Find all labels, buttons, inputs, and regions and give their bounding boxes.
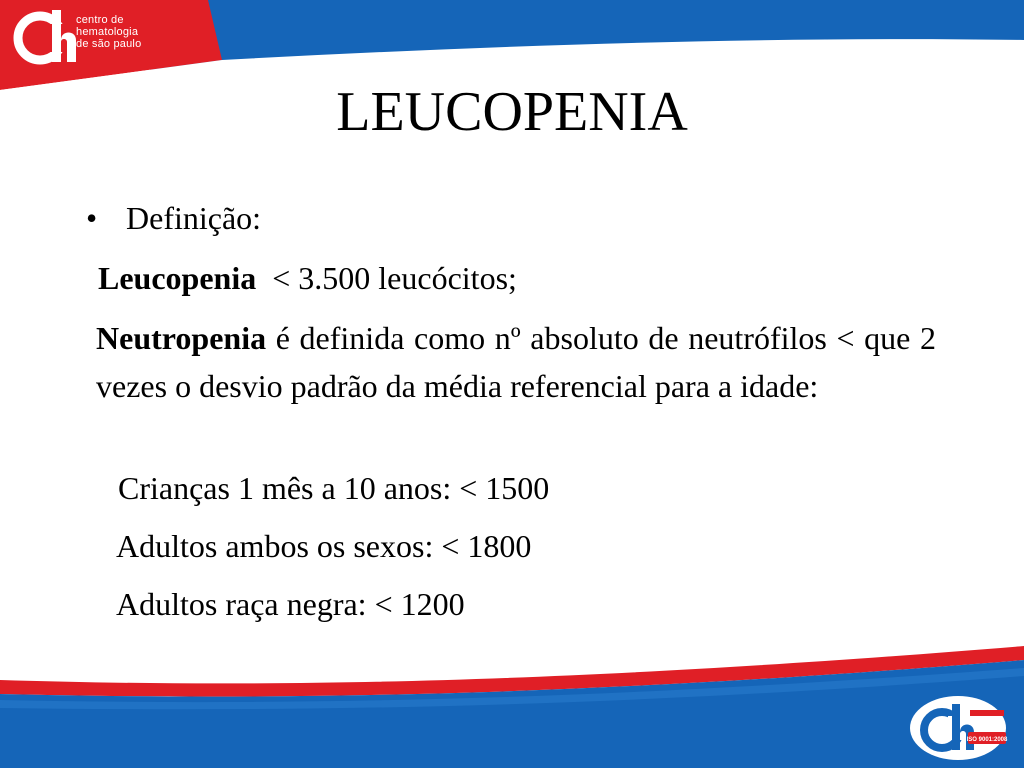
definition-label: Definição: [126, 200, 262, 236]
logo-tagline [76, 14, 196, 50]
neutropenia-definition: é definida como nº absoluto de neutrófilos < que 2 vezes o desvio padrão da média referencial para a idade: [96, 320, 936, 404]
slide-title: LEUCOPENIA [336, 81, 688, 143]
logo-tagline-line: de são paulo [76, 38, 142, 50]
logo-tagline-line: centro de [76, 14, 124, 26]
bullet-marker: • [86, 200, 98, 236]
ch-logo-bottom [908, 694, 1008, 762]
leucopenia-line [98, 258, 517, 298]
leucopenia-term: Leucopenia [98, 260, 257, 296]
criteria-adults: Adultos ambos os sexos: < 1800 [116, 528, 532, 564]
criteria-black-adults: Adultos raça negra: < 1200 [116, 586, 465, 622]
neutropenia-term: Neutropenia [96, 320, 267, 356]
neutropenia-paragraph [96, 314, 936, 410]
leucopenia-definition: < 3.500 leucócitos; [272, 260, 517, 296]
iso-badge-text: ISO 9001:2008 [966, 737, 1008, 743]
bottom-blue-band [0, 660, 1024, 768]
criteria-children: Crianças 1 mês a 10 anos: < 1500 [118, 470, 550, 506]
logo-tagline-line: hematologia [76, 26, 139, 38]
